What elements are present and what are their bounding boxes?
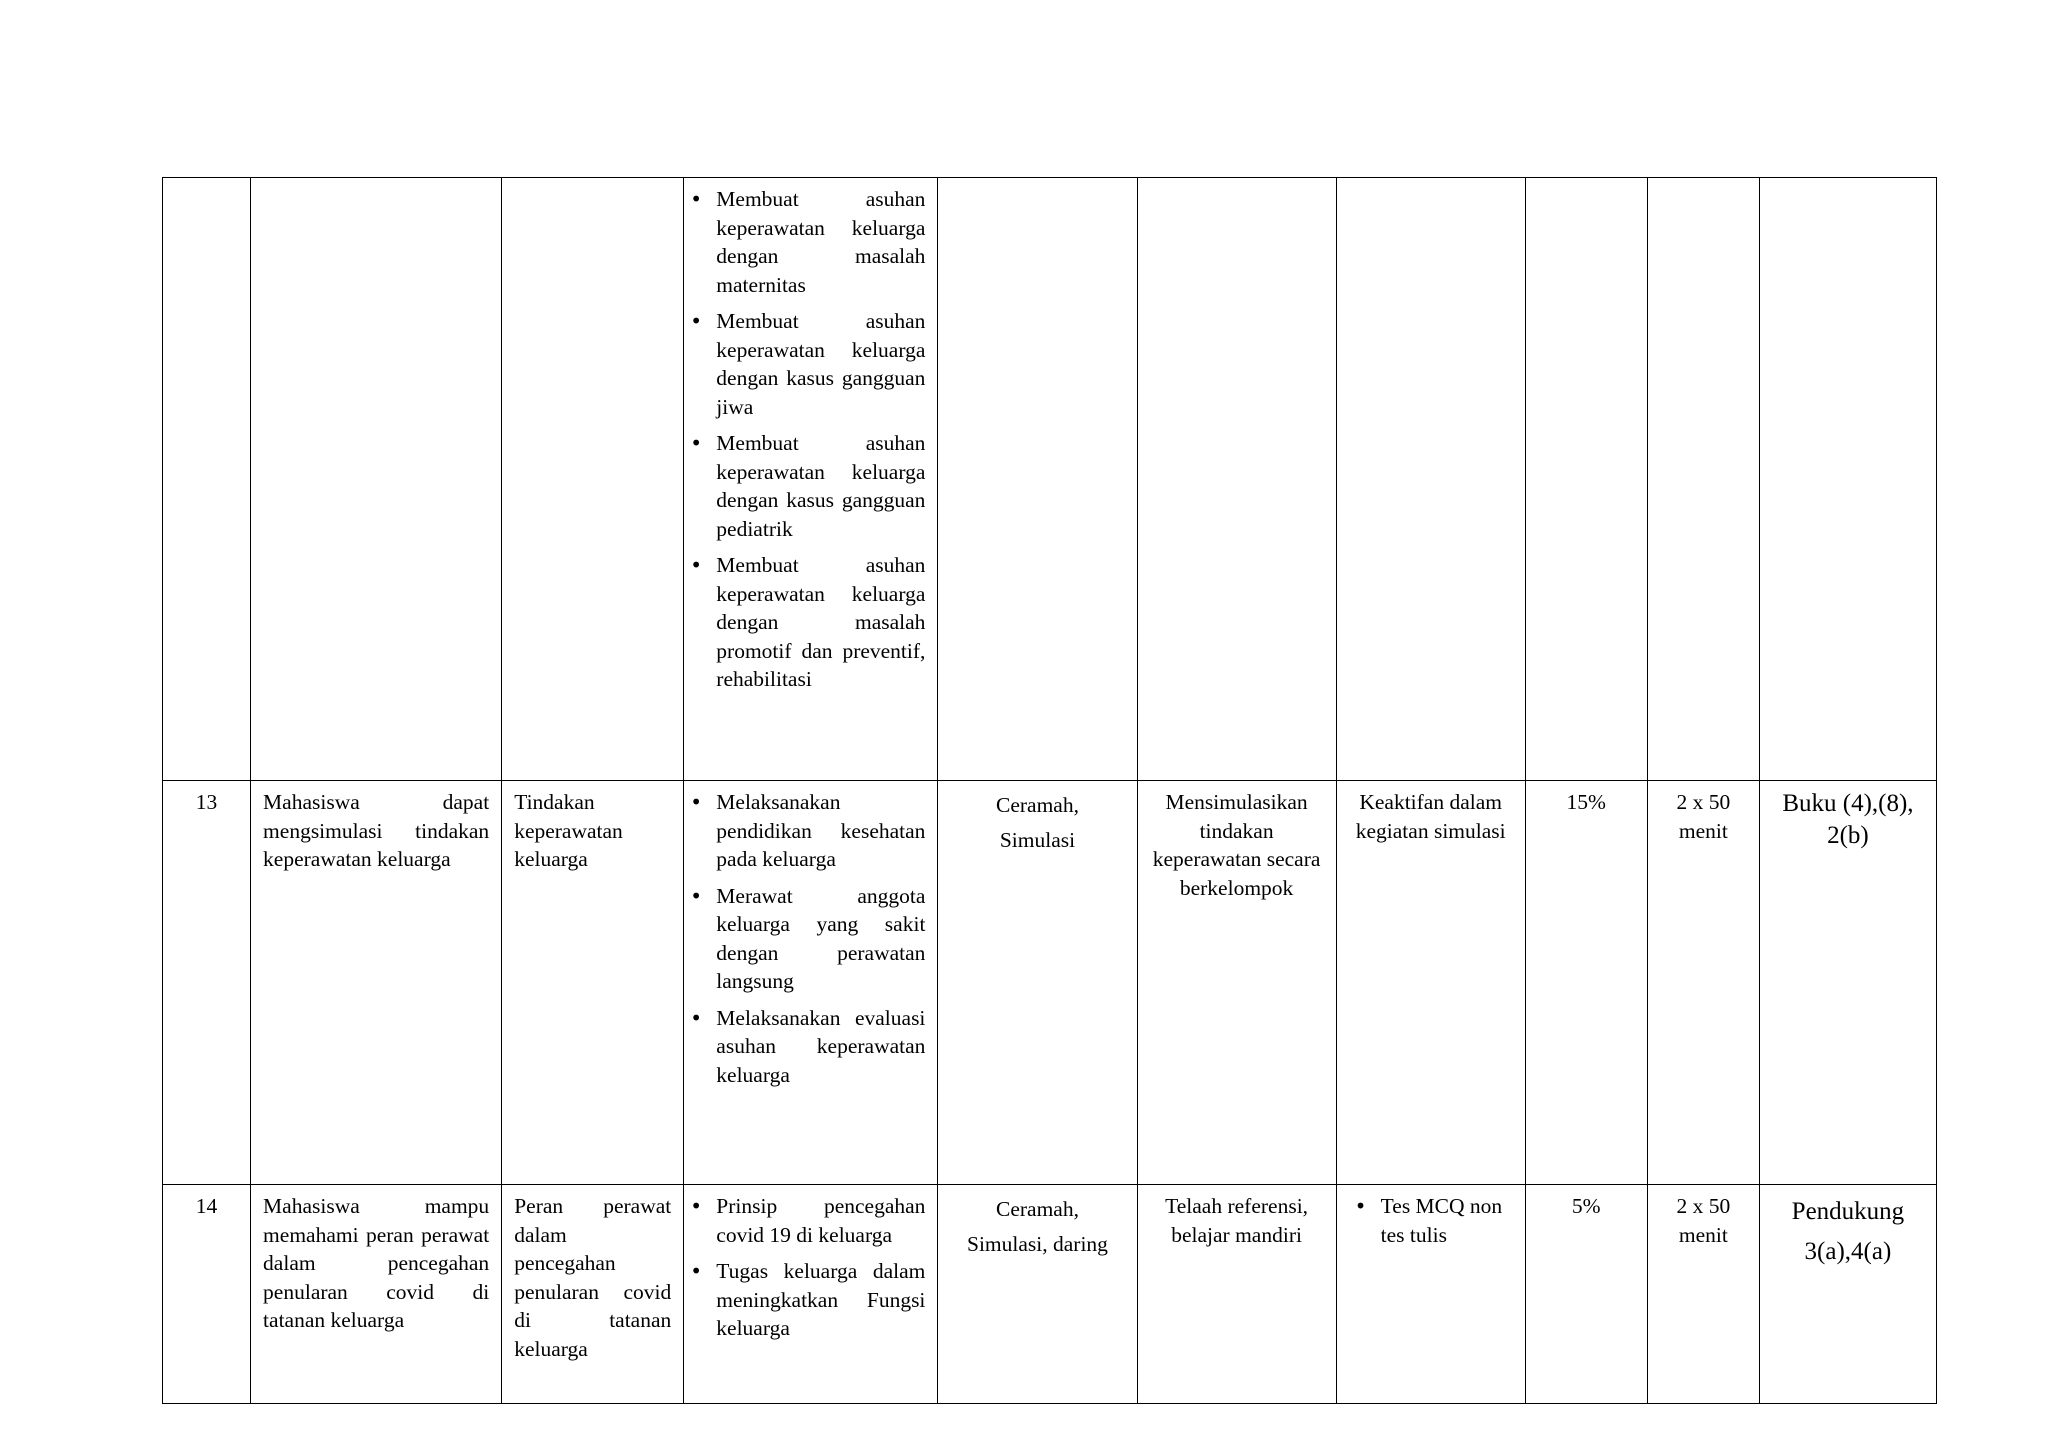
cell-kriteria <box>1336 1185 1525 1404</box>
list-item: • Tes MCQ non tes tulis <box>1381 1192 1513 1249</box>
sub-materi-list <box>696 788 925 1089</box>
cell-pengalaman <box>1137 178 1336 781</box>
cell-bahan-kajian: Peran perawat dalam pencegahan penularan covid di tatanan keluarga <box>502 1185 684 1404</box>
list-item: • Melaksanakan evaluasi asuhan keperawatan keluarga <box>716 1004 925 1090</box>
cell-bahan-kajian: Tindakan keperawatan keluarga <box>502 781 684 1185</box>
cell-referensi <box>1759 178 1936 781</box>
referensi-line: Pendukung <box>1791 1198 1905 1225</box>
list-item: • Membuat asuhan keperawatan keluarga dengan kasus gangguan jiwa <box>716 307 925 421</box>
rps-table <box>162 177 1937 1404</box>
cell-no: 13 <box>163 781 251 1185</box>
cell-no: 14 <box>163 1185 251 1404</box>
cell-referensi <box>1759 1185 1936 1404</box>
cell-referensi: Buku (4),(8), 2(b) <box>1759 781 1936 1185</box>
cell-waktu: 2 x 50 menit <box>1647 781 1759 1185</box>
cell-bahan-kajian <box>502 178 684 781</box>
cell-pengalaman: Mensimulasikan tindakan keperawatan secara berkelompok <box>1137 781 1336 1185</box>
list-item: • Membuat asuhan keperawatan keluarga dengan masalah maternitas <box>716 185 925 299</box>
cell-metode <box>938 1185 1137 1404</box>
cell-pengalaman: Telaah referensi, belajar mandiri <box>1137 1185 1336 1404</box>
metode-line: Simulasi, daring <box>967 1232 1108 1256</box>
table-row <box>163 1185 1937 1404</box>
list-item: • Merawat anggota keluarga yang sakit dengan perawatan langsung <box>716 882 925 996</box>
list-item: • Melaksanakan pendidikan kesehatan pada keluarga <box>716 788 925 874</box>
metode-line: Ceramah, <box>995 793 1079 817</box>
metode-line: Simulasi <box>999 828 1076 852</box>
cell-metode <box>938 178 1137 781</box>
referensi-line: 3(a),4(a) <box>1804 1238 1892 1265</box>
sub-materi-list <box>696 185 925 694</box>
table-row <box>163 178 1937 781</box>
list-item: • Membuat asuhan keperawatan keluarga dengan kasus gangguan pediatrik <box>716 429 925 543</box>
cell-kriteria: Keaktifan dalam kegiatan simulasi <box>1336 781 1525 1185</box>
cell-waktu <box>1647 178 1759 781</box>
cell-bobot <box>1525 178 1647 781</box>
metode-line: Ceramah, <box>995 1197 1079 1221</box>
cell-kriteria <box>1336 178 1525 781</box>
list-item: • Prinsip pencegahan covid 19 di keluarga <box>716 1192 925 1249</box>
cell-no <box>163 178 251 781</box>
cell-sub-materi <box>684 1185 938 1404</box>
cell-bobot: 5% <box>1525 1185 1647 1404</box>
sub-materi-list <box>696 1192 925 1343</box>
cell-waktu: 2 x 50 menit <box>1647 1185 1759 1404</box>
cell-kemampuan: Mahasiswa mampu memahami peran perawat dalam pencegahan penularan covid di tatanan keluarga <box>251 1185 502 1404</box>
cell-sub-materi <box>684 178 938 781</box>
cell-kemampuan <box>251 178 502 781</box>
table-row <box>163 781 1937 1185</box>
kriteria-list <box>1361 1192 1513 1249</box>
cell-metode <box>938 781 1137 1185</box>
cell-bobot: 15% <box>1525 781 1647 1185</box>
cell-kemampuan: Mahasiswa dapat mengsimulasi tindakan keperawatan keluarga <box>251 781 502 1185</box>
list-item: • Membuat asuhan keperawatan keluarga dengan masalah promotif dan preventif, rehabilitasi <box>716 551 925 694</box>
list-item: • Tugas keluarga dalam meningkatkan Fungsi keluarga <box>716 1257 925 1343</box>
cell-sub-materi <box>684 781 938 1185</box>
